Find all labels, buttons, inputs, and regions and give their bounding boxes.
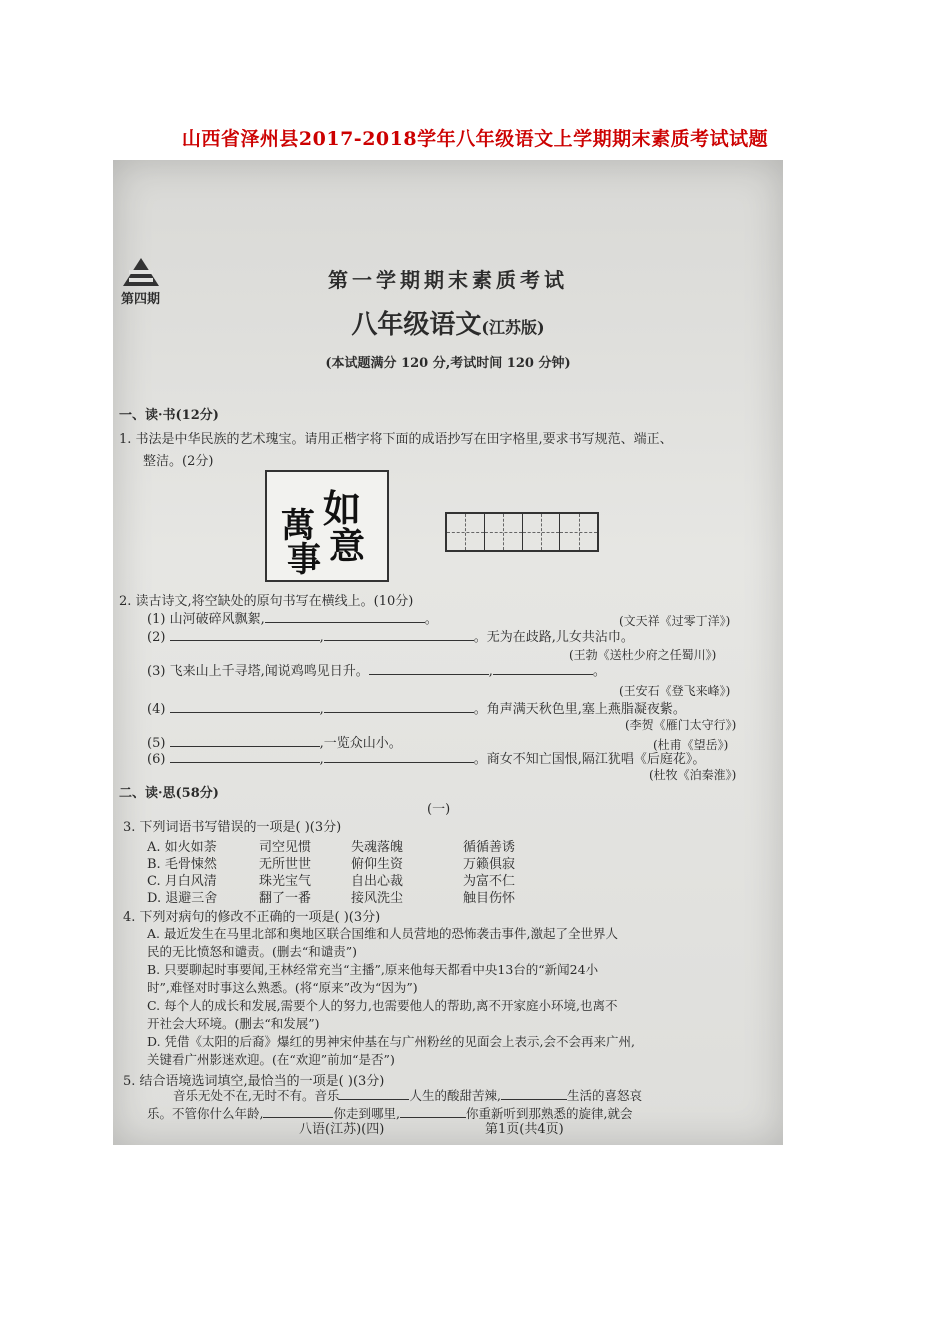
q4-prompt: 4. 下列对病句的修改不正确的一项是( )(3分) bbox=[123, 910, 381, 925]
poem-source: (杜牧《泊秦淮》) bbox=[649, 768, 737, 782]
answer-blank[interactable] bbox=[339, 1099, 409, 1100]
part-label: (一) bbox=[427, 802, 451, 817]
section1-title: 一、读·书(12分) bbox=[119, 408, 219, 423]
subject-title bbox=[113, 304, 783, 341]
q1-line2: 整洁。(2分) bbox=[143, 454, 214, 469]
grid-cell[interactable] bbox=[560, 514, 597, 550]
q4-option-line: 开社会大环境。(删去“和发展”) bbox=[147, 1016, 320, 1031]
calligraphy-char: 事 bbox=[287, 540, 321, 580]
grid-cell[interactable] bbox=[523, 514, 561, 550]
option-row: A. 如火如荼 司空见惯 失魂落魄 循循善诱 bbox=[147, 840, 516, 855]
footer-label: 八语(江苏)(四) bbox=[299, 1122, 385, 1137]
poem-item: (4) , 。角声满天秋色里,塞上燕脂凝夜紫。 bbox=[147, 702, 686, 717]
exam-photo bbox=[113, 160, 783, 1145]
answer-blank[interactable] bbox=[369, 674, 489, 675]
option-row: B. 毛骨悚然 无所世世 俯仰生资 万籁俱寂 bbox=[147, 857, 516, 872]
q4-option-line: 关键看广州影迷欢迎。(在“欢迎”前加“是否”) bbox=[147, 1052, 395, 1067]
poem-source: (王安石《登飞来峰》) bbox=[619, 684, 731, 698]
poem-item: (3) 飞来山上千寻塔,闻说鸡鸣见日升。 , 。 bbox=[147, 664, 606, 679]
answer-blank[interactable] bbox=[324, 640, 474, 641]
poem-item: (5) ,一览众山小。 bbox=[147, 736, 402, 751]
grid-cell[interactable] bbox=[485, 514, 523, 550]
answer-blank[interactable] bbox=[170, 712, 320, 713]
q4-option-line: A. 最近发生在马里北部和奥地区联合国维和人员营地的恐怖袭击事件,激起了全世界人 bbox=[147, 926, 618, 941]
poem-source: (王勃《送杜少府之任蜀川》) bbox=[569, 648, 717, 662]
answer-blank[interactable] bbox=[170, 762, 320, 763]
poem-source: (杜甫《望岳》) bbox=[653, 738, 729, 752]
option-row: C. 月白风清 珠光宝气 自出心裁 为富不仁 bbox=[147, 874, 516, 889]
poem-source: (文天祥《过零丁洋》) bbox=[619, 614, 731, 628]
answer-blank[interactable] bbox=[170, 746, 320, 747]
tianzige-grid[interactable] bbox=[445, 512, 599, 552]
q5-line: 乐。不管你什么年龄, 你走到哪里, 你重新听到那熟悉的旋律,就会 bbox=[147, 1106, 633, 1121]
answer-blank[interactable] bbox=[265, 622, 425, 623]
calligraphy-char: 意 bbox=[329, 525, 366, 567]
q1-line1: 1. 书法是中华民族的艺术瑰宝。请用正楷字将下面的成语抄写在田字格里,要求书写规范、端正、 bbox=[119, 432, 673, 447]
edition-label: (江苏版) bbox=[481, 318, 545, 337]
q3-prompt: 3. 下列词语书写错误的一项是( )(3分) bbox=[123, 820, 342, 835]
poem-item: (1) 山河破碎风飘絮, 。 bbox=[147, 612, 438, 627]
q4-option-line: C. 每个人的成长和发展,需要个人的努力,也需要他人的帮助,离不开家庭小环境,也离不 bbox=[147, 998, 618, 1013]
q4-option-line: D. 凭借《太阳的后裔》爆红的男神宋仲基在与广州粉丝的见面会上表示,会不会再来广州, bbox=[147, 1034, 635, 1049]
q5-line: 音乐无处不在,无时不有。音乐 人生的酸甜苦辣, 生活的喜怒哀 bbox=[173, 1088, 642, 1103]
q4-option-line: 时”,难怪对时事这么熟悉。(将“原来”改为“因为”) bbox=[147, 980, 418, 995]
answer-blank[interactable] bbox=[493, 674, 593, 675]
q4-option-line: B. 只要聊起时事要闻,王林经常充当“主播”,原来他每天都看中央13台的“新闻24小 bbox=[147, 962, 599, 977]
q5-prompt: 5. 结合语境选词填空,最恰当的一项是( )(3分) bbox=[123, 1074, 385, 1089]
option-row: D. 退避三舍 翻了一番 接风洗尘 触目伤怀 bbox=[147, 891, 516, 906]
exam-title: 第一学期期末素质考试 bbox=[328, 268, 568, 292]
subject-name: 八年级语文 bbox=[351, 310, 482, 340]
poem-item: (6) , 。商女不知亡国恨,隔江犹唱《后庭花》。 bbox=[147, 752, 706, 767]
calligraphy-image bbox=[265, 470, 389, 582]
page-number: 第1页(共4页) bbox=[485, 1122, 564, 1137]
answer-blank[interactable] bbox=[400, 1117, 466, 1118]
calligraphy-char: 如 bbox=[323, 486, 362, 531]
q2-prompt: 2. 读古诗文,将空缺处的原句书写在横线上。(10分) bbox=[119, 594, 414, 609]
grid-cell[interactable] bbox=[447, 514, 485, 550]
answer-blank[interactable] bbox=[324, 762, 474, 763]
q4-option-line: 民的无比愤怒和谴责。(删去“和谴责”) bbox=[147, 944, 358, 959]
poem-source: (李贺《雁门太守行》) bbox=[625, 718, 737, 732]
answer-blank[interactable] bbox=[501, 1099, 567, 1100]
calligraphy-char: 萬 bbox=[281, 506, 315, 546]
section2-title: 二、读·思(58分) bbox=[119, 786, 219, 801]
logo-label: 第四期 bbox=[121, 292, 161, 307]
answer-blank[interactable] bbox=[170, 640, 320, 641]
answer-blank[interactable] bbox=[324, 712, 474, 713]
exam-note: (本试题满分 120 分,考试时间 120 分钟) bbox=[325, 356, 571, 371]
document-title: 山西省泽州县2017-2018学年八年级语文上学期期末素质考试试题 bbox=[181, 128, 769, 150]
poem-item: (2) , 。无为在歧路,儿女共沾巾。 bbox=[147, 630, 634, 645]
